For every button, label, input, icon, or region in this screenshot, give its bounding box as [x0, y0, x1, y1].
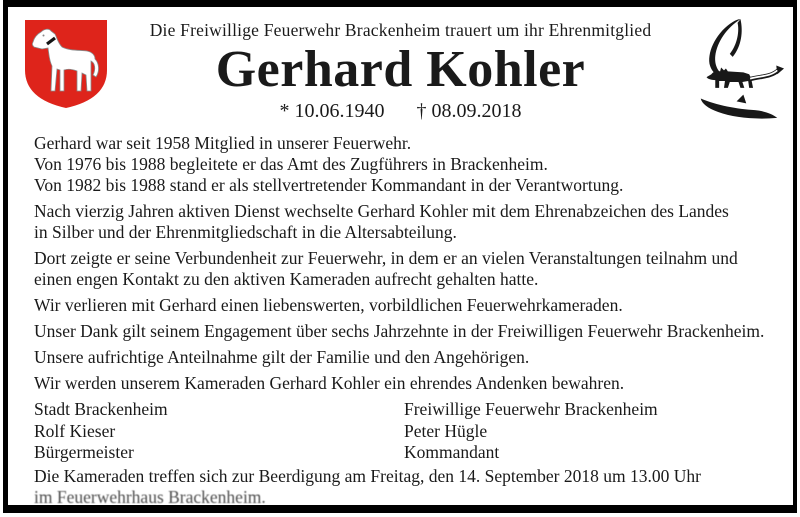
text-line: Von 1976 bis 1988 begleitete er das Amt des Zugführers in Brackenheim. [34, 154, 548, 174]
signature-person: Peter Hügle [404, 420, 488, 441]
header [8, 7, 793, 123]
signature-org: Freiwillige Feuerwehr Brackenheim [404, 399, 658, 419]
paragraph-retirement [34, 248, 767, 290]
paragraph-loss [34, 295, 767, 316]
body-text [8, 133, 793, 394]
text-line: Wir verlieren mit Gerhard einen liebenswerten, vorbildlichen Feuerwehrkameraden. [34, 295, 623, 315]
text-line: Nach vierzig Jahren aktiven Dienst wechselte Gerhard Kohler mit dem Ehrenabzeichen des Landes [34, 201, 729, 221]
flame-spike [737, 95, 747, 104]
funeral-info-line-faded: im Feuerwehrhaus Brackenheim. [34, 487, 266, 507]
paragraph-thanks [34, 321, 767, 342]
signature-role: Bürgermeister [34, 442, 134, 462]
text-line: Dort zeigte er seine Verbundenheit zur Feuerwehr, in dem er an vielen Veranstaltungen teilnahm und [34, 248, 738, 268]
birth-date: * 10.06.1940 [279, 100, 385, 122]
hound-eye [43, 35, 45, 37]
signature-city [34, 399, 404, 464]
text-line: Gerhard war seit 1958 Mitglied in unserer Feuerwehr. [34, 133, 412, 153]
paragraph-condolence [34, 347, 767, 368]
text-line: in Silber und der Ehrenmitgliedschaft in die Altersabteilung. [34, 222, 457, 242]
text-line: Wir werden unserem Kameraden Gerhard Kohler ein ehrendes Andenken bewahren. [34, 373, 625, 393]
text-line: Von 1982 bis 1988 stand er als stellvertretender Kommandant in der Verantwortung. [34, 175, 624, 195]
signature-org: Stadt Brackenheim [34, 399, 168, 419]
text-line: Unser Dank gilt seinem Engagement über sechs Jahrzehnte in der Freiwilligen Feuerwehr Brackenheim. [34, 321, 765, 341]
signature-fire-brigade [404, 399, 658, 464]
paragraph-remembrance [34, 373, 767, 394]
signature-role: Kommandant [404, 442, 500, 462]
signature-person: Rolf Kieser [34, 420, 116, 441]
text-line: einen engen Kontakt zu den aktiven Kameraden aufrecht gehalten hatte. [34, 269, 539, 289]
obituary-notice [3, 0, 797, 513]
life-dates [8, 100, 793, 123]
death-date: † 08.09.2018 [416, 100, 522, 122]
fire-brigade-flame-lion-icon [693, 15, 785, 119]
funeral-info [8, 466, 793, 509]
paragraph-honors [34, 201, 767, 243]
brackenheim-coat-of-arms-icon [21, 17, 111, 112]
deceased-name: Gerhard Kohler [215, 41, 586, 98]
signatures [8, 399, 793, 464]
funeral-info-line: Die Kameraden treffen sich zur Beerdigung am Freitag, den 14. September 2018 um 13.00 Uhr [34, 465, 701, 486]
paragraph-membership [34, 133, 767, 196]
text-line: Unsere aufrichtige Anteilnahme gilt der Familie und den Angehörigen. [34, 347, 530, 367]
intro-line: Die Freiwillige Feuerwehr Brackenheim trauert um ihr Ehrenmitglied [149, 20, 652, 40]
